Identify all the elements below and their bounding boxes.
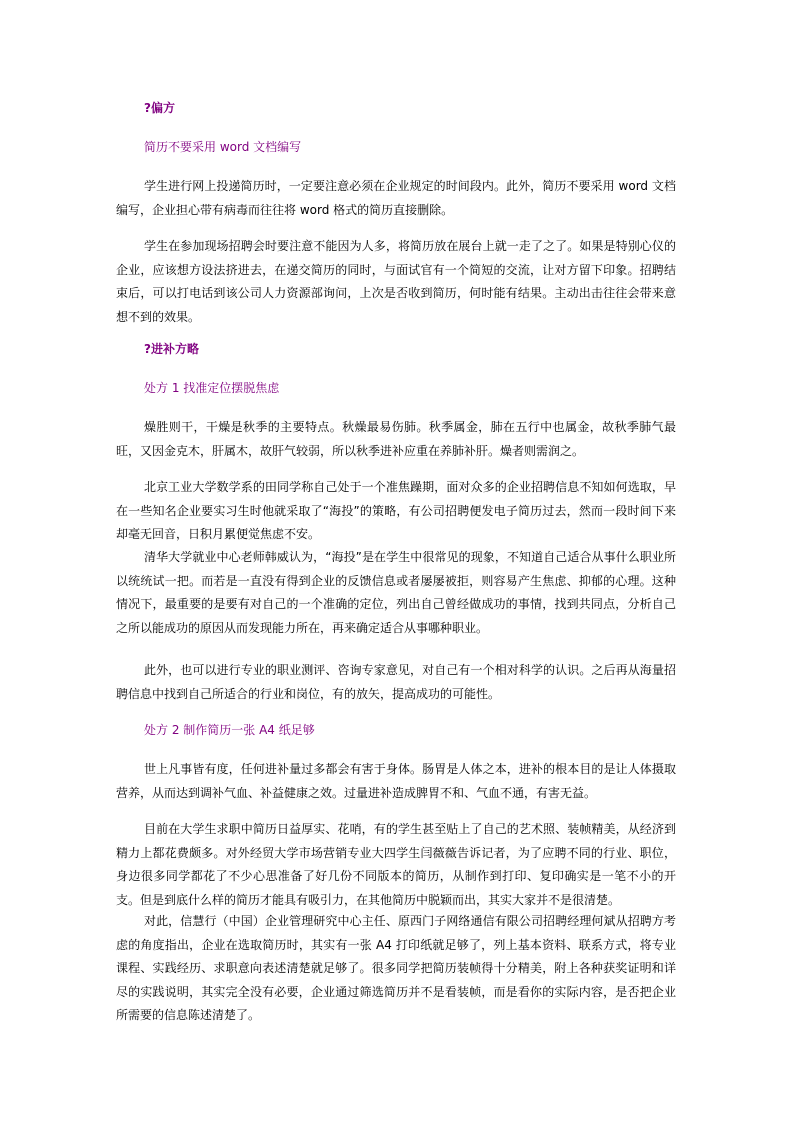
prescription-2-title: 处方 2 制作简历一张 A4 纸足够 — [144, 723, 315, 737]
prescription-1-title: 处方 1 找准定位摆脱焦虑 — [144, 381, 280, 395]
paragraph-fancy-resumes: 目前在大学生求职中简历日益厚实、花哨，有的学生甚至贴上了自己的艺术照、装帧精美，从经济到精力上都花费颇多。对外经贸大学市场营销专业大四学生闫薇薇告诉记者，为了应聘不同的行业、职位，身边很多同学都花了不少心思准备了好几份不同版本的简历，从制作到打印、复印确实是一笔不小的开支。但是到底什么样的简历才能具有吸引力，在其他简历中脱颖而出，其实大家并不是很清楚。 — [116, 822, 676, 907]
paragraph-job-fair: 学生在参加现场招聘会时要注意不能因为人多，将简历放在展台上就一走了之了。如果是特别心仪的企业，应该想方设法挤进去，在递交简历的同时，与面试官有一个简短的交流，让对方留下印象。招聘结束后，可以打电话到该公司人力资源部询问，上次是否收到简历，何时能有结果。主动出击往往会带来意想不到的效果。 — [116, 239, 676, 324]
paragraph-autumn-dryness: 燥胜则干，干燥是秋季的主要特点。秋燥最易伤肺。秋季属金，肺在五行中也属金，故秋季肺气最旺，又因金克木，肝属木，故肝气较弱，所以秋季进补应重在养肺补肝。燥者则需润之。 — [116, 420, 676, 458]
paragraph-bjut-student: 北京工业大学数学系的田同学称自己处于一个准焦躁期，面对众多的企业招聘信息不知如何选取，早在一些知名企业要实习生时他就采取了“海投”的策略，有公司招聘便发电子简历过去，然而一段时间下来却毫无回音，日积月累便觉焦虑不安。 — [116, 480, 676, 541]
paragraph-online-submission: 学生进行网上投递简历时，一定要注意必须在企业规定的时间段内。此外，简历不要采用 word 文档编写，企业担心带有病毒而往往将 word 格式的简历直接删除。 — [116, 179, 676, 217]
section-heading-tonic-strategy: ?进补方略 — [144, 342, 199, 356]
paragraph-tsinghua-advice: 清华大学就业中心老师韩威认为，“海投”是在学生中很常见的现象，不知道自己适合从事什么职业所以统统试一把。而若是一直没有得到企业的反馈信息或者屡屡被拒，则容易产生焦虑、抑郁的心理。这种情况下，最重要的是要有对自己的一个准确的定位，列出自己曾经做成功的事情，找到共同点，分析自己之所以能成功的原因从而发现能力所在，再来确定适合从事哪种职业。 — [116, 550, 676, 635]
paragraph-a4-enough: 对此，信慧行（中国）企业管理研究中心主任、原西门子网络通信有限公司招聘经理何斌从招聘方考虑的角度指出，企业在选取简历时，其实有一张 A4 打印纸就足够了，列上基本资料、联系方式，将专业课程、实践经历、求职意向表述清楚就足够了。很多同学把简历装帧得十分精美，附上各种获奖证明和详尽的实践说明，其实完全没有必要，企业通过筛选简历并不是看装帧，而是看你的实际内容，是否把企业所需要的信息陈述清楚了。 — [116, 914, 676, 1022]
paragraph-career-assessment: 此外，也可以进行专业的职业测评、咨询专家意见，对自己有一个相对科学的认识。之后再从海量招聘信息中找到自己所适合的行业和岗位，有的放矢，提高成功的可能性。 — [116, 663, 676, 701]
paragraph-moderation: 世上凡事皆有度，任何进补量过多都会有害于身体。肠胃是人体之本，进补的根本目的是让人体摄取营养，从而达到调补气血、补益健康之效。过量进补造成脾胃不和、气血不通，有害无益。 — [116, 762, 676, 800]
section-heading-folk-remedy: ?偏方 — [144, 101, 175, 115]
subheading-no-word-resume: 简历不要采用 word 文档编写 — [144, 140, 302, 154]
